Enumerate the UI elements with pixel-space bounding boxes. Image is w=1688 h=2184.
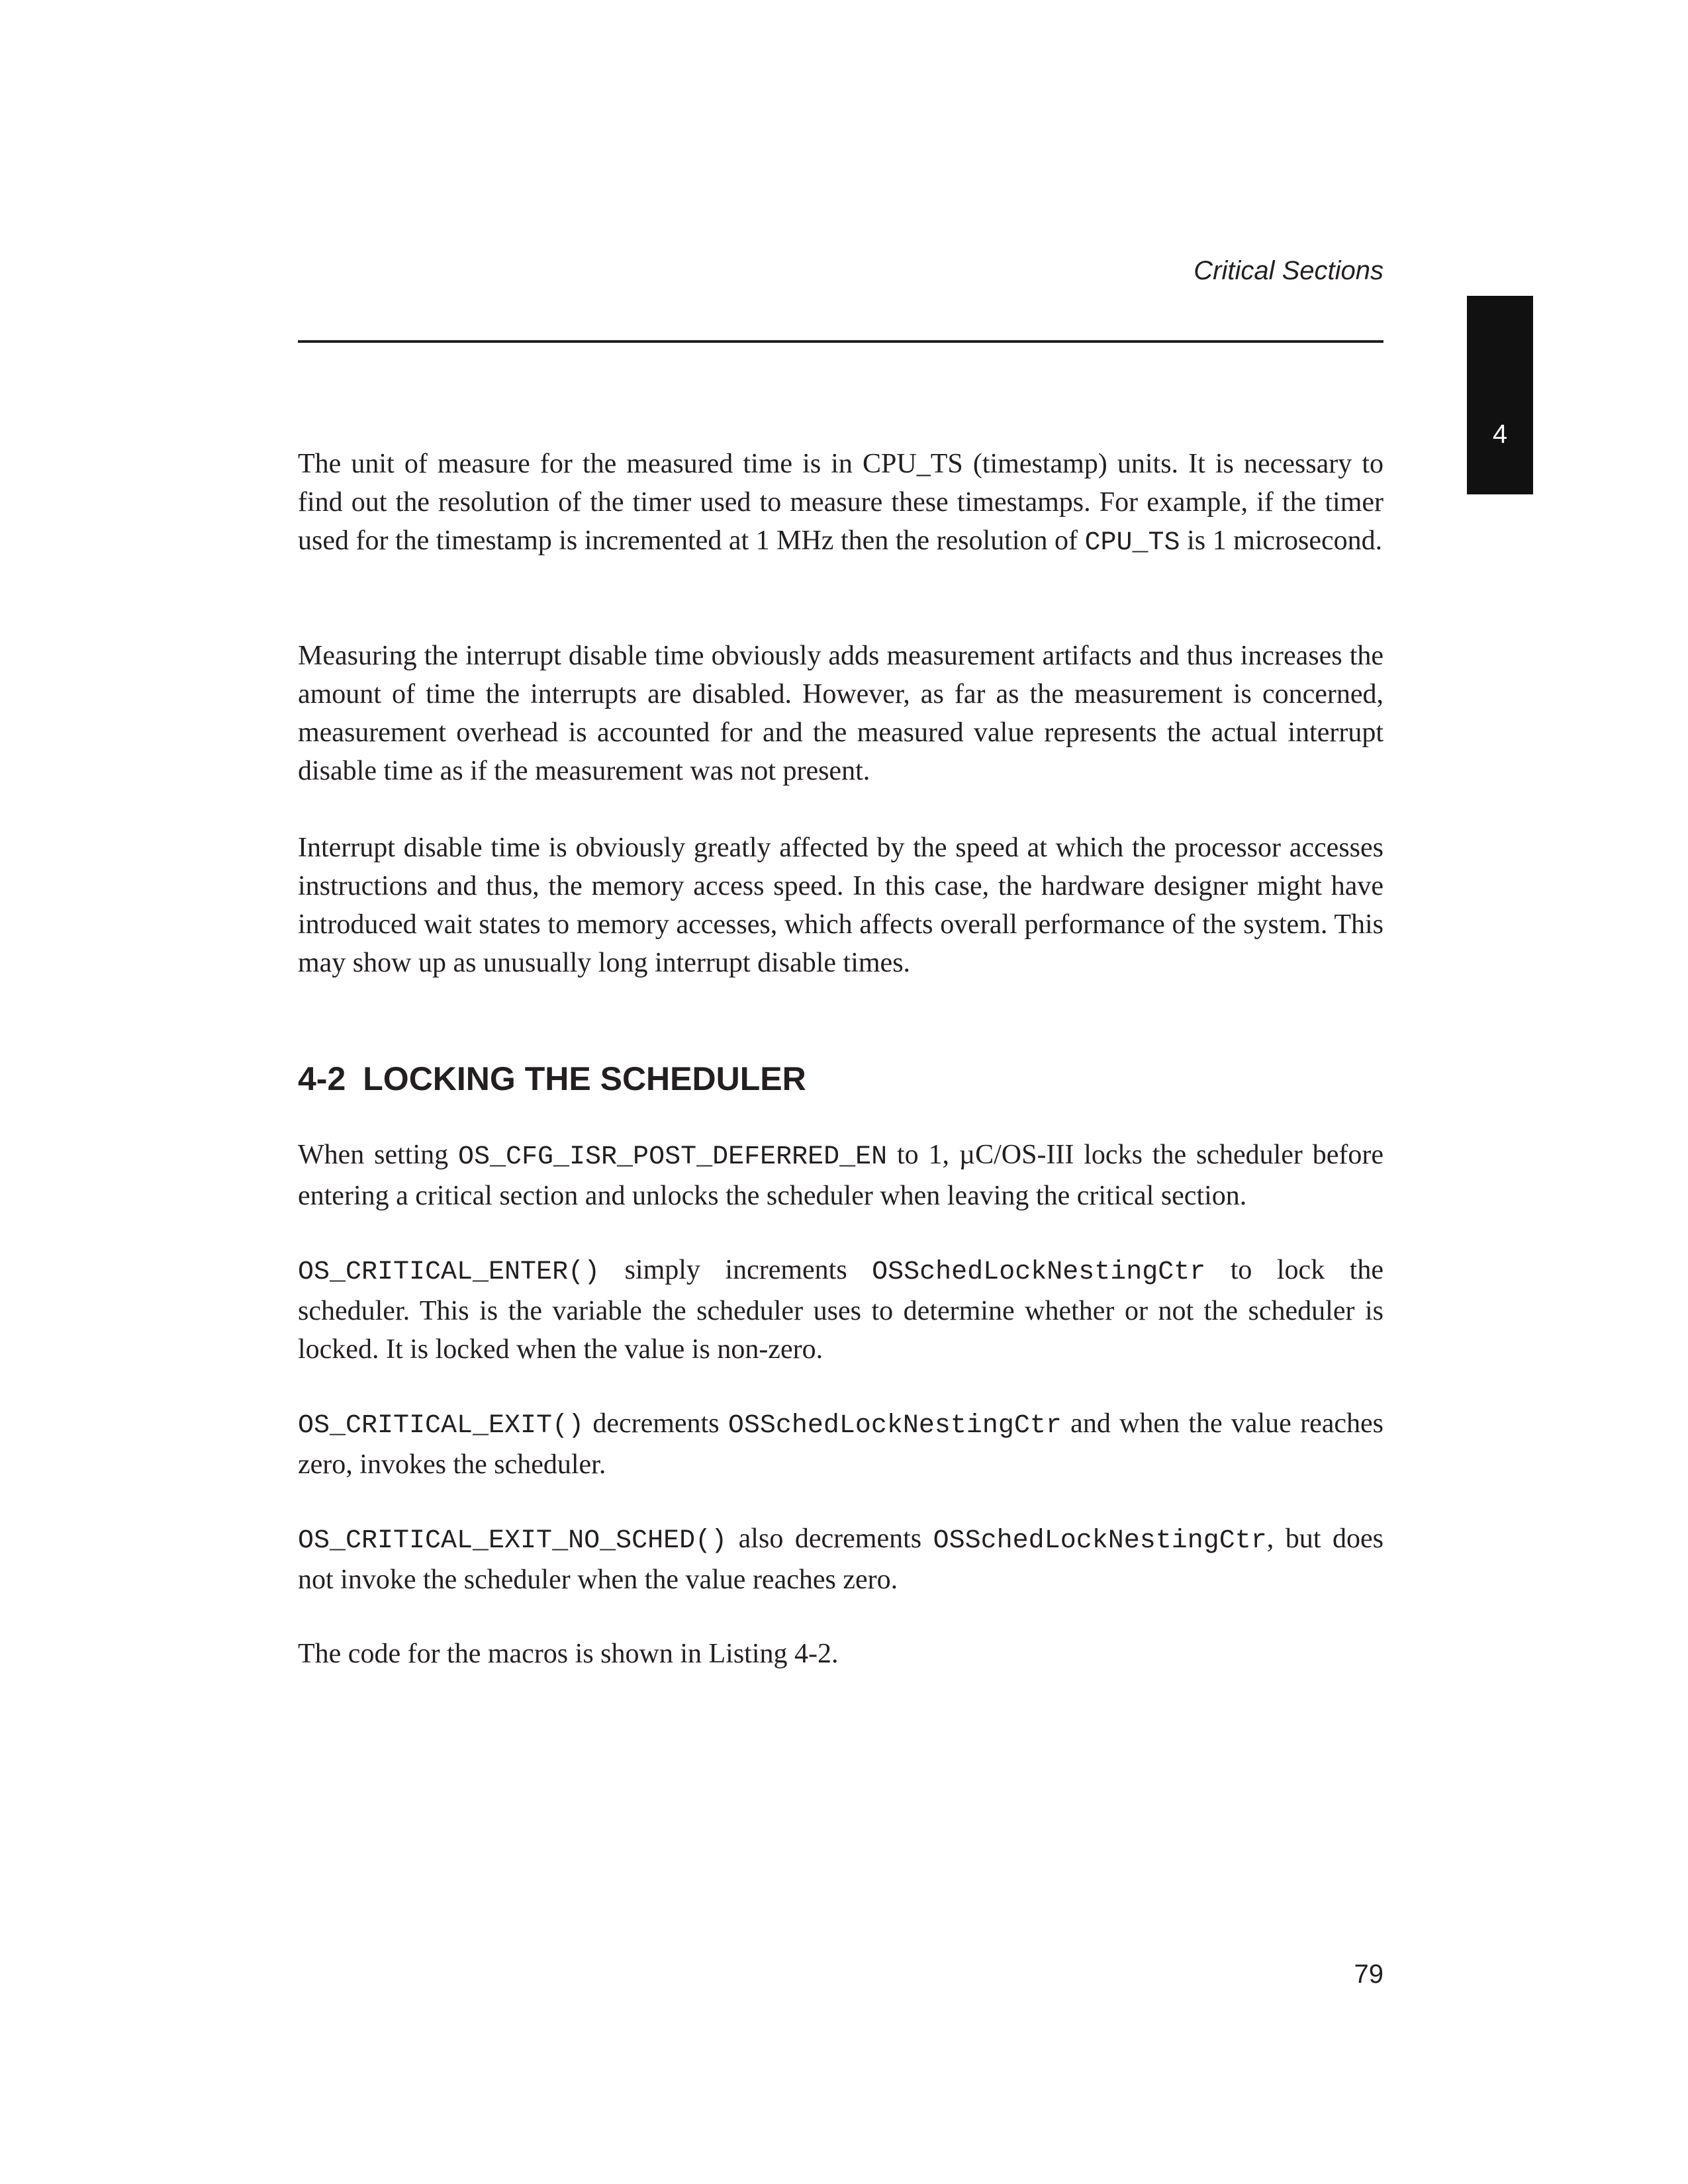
page-number: 79 — [1354, 1960, 1383, 1989]
paragraph-text: decrements — [584, 1408, 728, 1439]
inline-code-os-cfg-isr-post-deferred-en: OS_CFG_ISR_POST_DEFERRED_EN — [458, 1142, 888, 1172]
chapter-tab-number: 4 — [1492, 420, 1508, 449]
running-header-title: Critical Sections — [1194, 256, 1383, 285]
paragraph-text: , but does not invoke the scheduler when the value reaches zero. — [298, 1524, 1384, 1595]
paragraph-text: to 1, µC/OS-III locks the scheduler before entering a critical section and unlocks the scheduler when leaving the critical section. — [298, 1140, 1383, 1211]
paragraph-text: to lock the scheduler. This is the variable the scheduler uses to determine whether or not the scheduler is locked. It is locked when the value is non-zero. — [298, 1255, 1383, 1365]
section-title: LOCKING THE SCHEDULER — [363, 1060, 806, 1097]
paragraph-critical-exit — [298, 1404, 1383, 1484]
paragraph-text: When setting — [298, 1140, 459, 1170]
inline-code-os-critical-exit: OS_CRITICAL_EXIT() — [298, 1411, 585, 1441]
paragraph-critical-enter — [298, 1251, 1383, 1369]
paragraph-text: also decrements — [727, 1524, 933, 1554]
inline-code-os-critical-exit-no-sched: OS_CRITICAL_EXIT_NO_SCHED() — [298, 1526, 727, 1556]
paragraph-text: is 1 microsecond. — [1180, 525, 1383, 556]
paragraph-listing-reference: The code for the macros is shown in Listing 4-2. — [298, 1639, 839, 1669]
inline-code-ossched-lock-nesting-ctr: OSSchedLockNestingCtr — [933, 1526, 1267, 1556]
paragraph-text: simply increments — [600, 1255, 872, 1285]
inline-code-ossched-lock-nesting-ctr: OSSchedLockNestingCtr — [872, 1257, 1206, 1287]
paragraph-text: The unit of measure for the measured time is in CPU_TS (timestamp) units. It is necessary to find out the resolution of the timer used to measure these timestamps. For example, if the timer used for the timestamp is incremented at 1 MHz then the resolution of — [298, 449, 1383, 556]
paragraph-timestamp-units — [298, 445, 1383, 563]
inline-code-ossched-lock-nesting-ctr: OSSchedLockNestingCtr — [727, 1411, 1062, 1441]
paragraph-text: and when the value reaches zero, invokes the scheduler. — [298, 1408, 1383, 1480]
inline-code-os-critical-enter: OS_CRITICAL_ENTER() — [298, 1257, 600, 1287]
header-rule — [298, 340, 1383, 343]
paragraph-memory-access-speed: Interrupt disable time is obviously greatly affected by the speed at which the processor accesses instructions and thus, the memory access speed. In this case, the hardware designer might have introduced wait states to memory accesses, which affects overall performance of the system. This may show up as unusually long interrupt disable times. — [298, 833, 1383, 978]
paragraph-isr-post-deferred — [298, 1136, 1383, 1215]
paragraph-critical-exit-no-sched — [298, 1520, 1383, 1599]
section-heading — [298, 1058, 1383, 1100]
inline-code-cpu-ts: CPU_TS — [1084, 528, 1180, 558]
section-number: 4-2 — [298, 1060, 346, 1097]
paragraph-measurement-artifacts: Measuring the interrupt disable time obviously adds measurement artifacts and thus increases the amount of time the interrupts are disabled. However, as far as the measurement is concerned, measurement overhead is accounted for and the measured value represents the actual interrupt disable time as if the measurement was not present. — [298, 641, 1383, 786]
chapter-tab — [1467, 296, 1533, 494]
